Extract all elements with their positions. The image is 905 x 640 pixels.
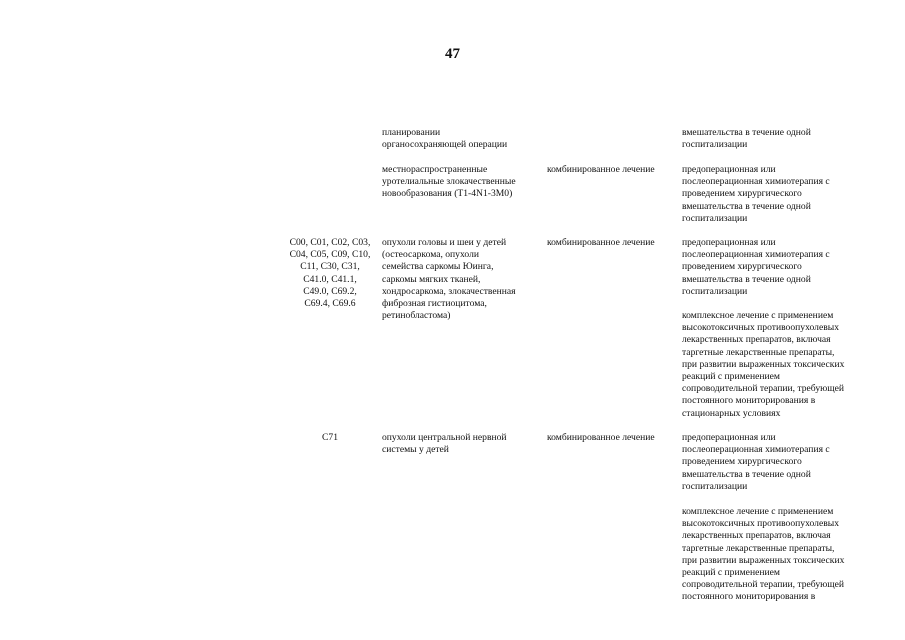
method-cell: предоперационная или послеоперационная химиотерапия с проведением хирургического вмешательства в течение одной госпитализации bbox=[682, 432, 830, 492]
method-cell: предоперационная или послеоперационная химиотерапия с проведением хирургического вмешательства в течение одной госпитализации bbox=[682, 164, 830, 224]
icd-codes-cell: C71 bbox=[322, 432, 338, 443]
method-cell: предоперационная или послеоперационная химиотерапия с проведением хирургического вмешательства в течение одной госпитализации bbox=[682, 237, 830, 297]
diagnosis-cell: планировании органосохраняющей операции bbox=[382, 127, 508, 151]
diagnosis-cell: опухоли головы и шеи у детей (остеосаркома, опухоли семейства саркомы Юинга, саркомы мягких тканей, хондросаркома, злокачественная фиброзная гистиоцитома, ретинобластома) bbox=[382, 237, 516, 322]
treatment-cell: комбинированное лечение bbox=[547, 164, 655, 175]
page-number: 47 bbox=[445, 46, 460, 62]
treatment-cell: комбинированное лечение bbox=[547, 237, 655, 248]
method-cell: комплексное лечение с применением высокотоксичных противоопухолевых лекарственных препаратов, включая таргетные лекарственные препараты, при развитии выраженных токсических реакций с применением сопроводительной терапии, требующей постоянного мониторирования в bbox=[682, 506, 845, 603]
method-cell: вмешательства в течение одной госпитализации bbox=[682, 127, 811, 151]
diagnosis-cell: опухоли центральной нервной системы у детей bbox=[382, 432, 507, 456]
diagnosis-cell: местнораспространенные уротелиальные злокачественные новообразования (T1-4N1-3M0) bbox=[382, 164, 516, 200]
treatment-cell: комбинированное лечение bbox=[547, 432, 655, 443]
method-cell: комплексное лечение с применением высокотоксичных противоопухолевых лекарственных препаратов, включая таргетные лекарственные препараты, при развитии выраженных токсических реакций с применением сопроводительной терапии, требующей постоянного мониторирования в стационарных условиях bbox=[682, 310, 845, 419]
icd-codes-cell: C00, C01, C02, C03, C04, C05, C09, C10, C11, C30, C31, C41.0, C41.1, C49.0, C69.2, C69.4, C69.6 bbox=[289, 237, 371, 310]
